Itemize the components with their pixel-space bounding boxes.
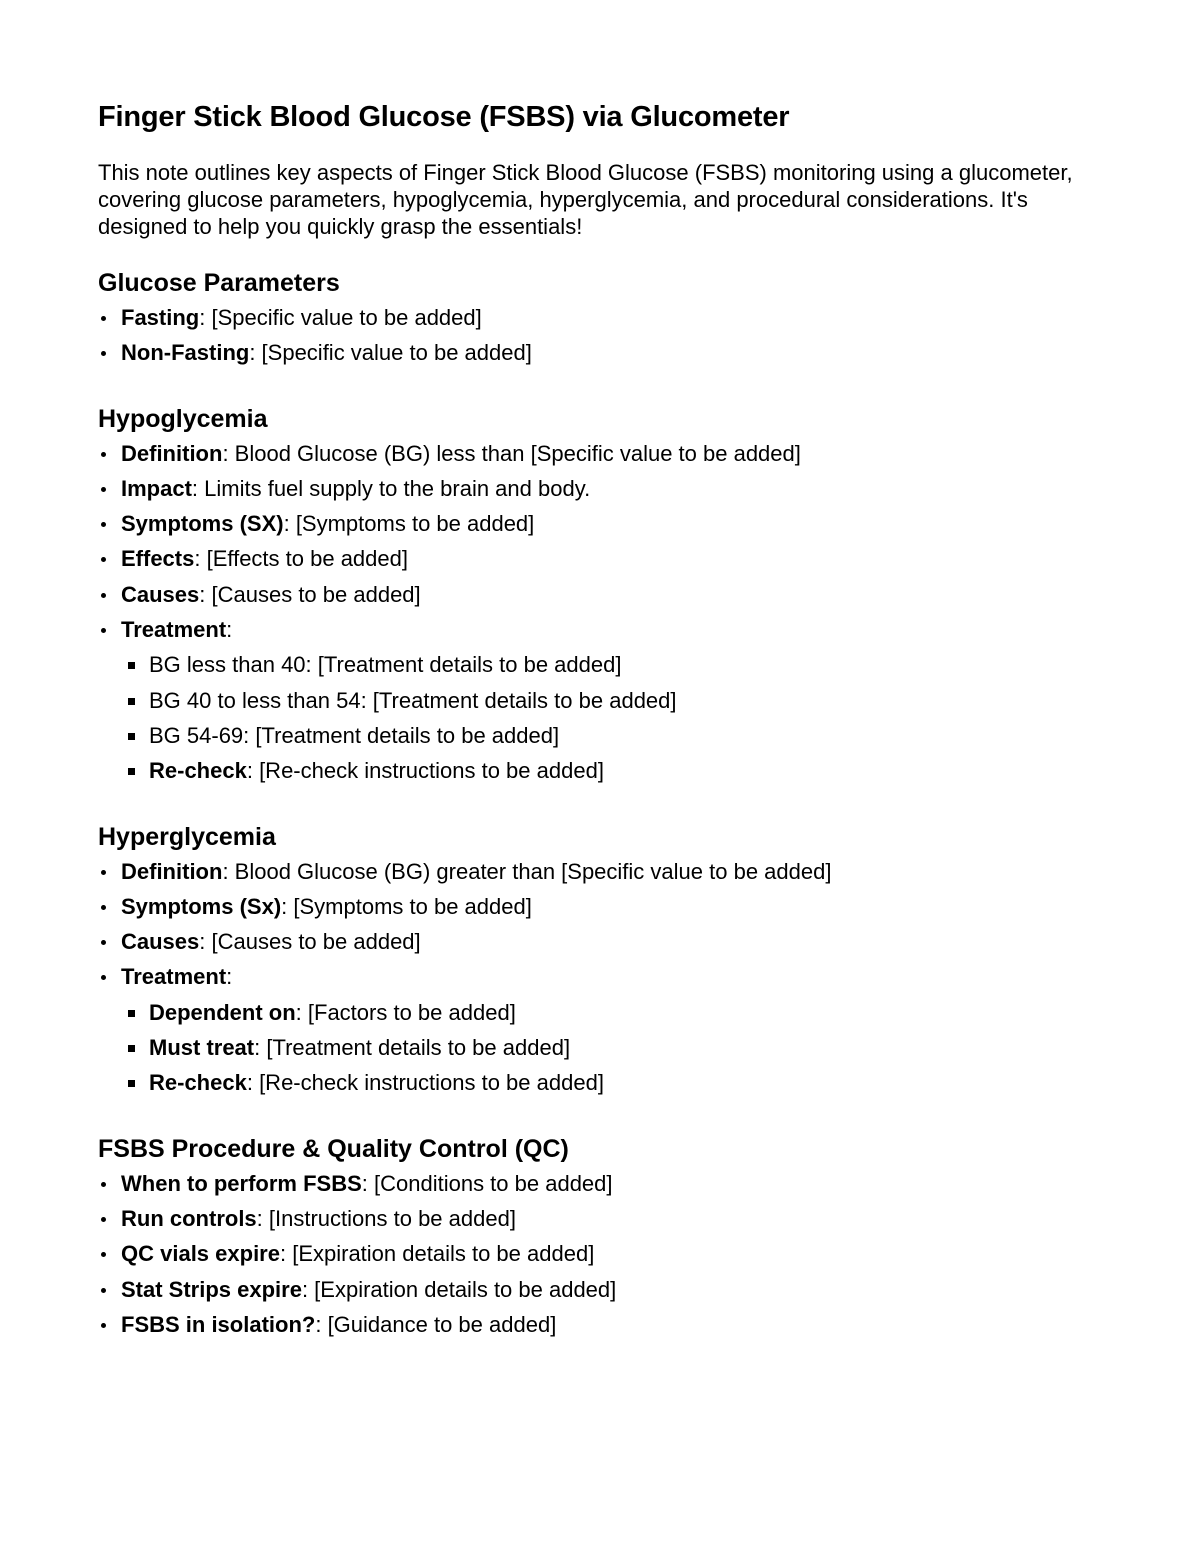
item-text: : [Effects to be added] [194, 546, 408, 572]
list-item [98, 1307, 1108, 1342]
item-label: When to perform FSBS [121, 1170, 362, 1196]
item-text: BG 54-69: [Treatment details to be added] [149, 722, 560, 748]
glucose-parameters-list [98, 300, 1108, 371]
section-heading-hypoglycemia: Hypoglycemia [98, 404, 268, 433]
item-label: Fasting [121, 305, 200, 330]
list-item [98, 436, 1108, 471]
list-item [98, 924, 1108, 959]
item-label: Causes [121, 929, 200, 955]
item-label: Re-check [149, 758, 247, 784]
item-text: : [Guidance to be added] [315, 1311, 557, 1337]
item-text: : [Specific value to be added] [199, 305, 482, 330]
list-item [98, 1201, 1108, 1236]
list-item [98, 683, 1108, 718]
item-label: Definition [121, 858, 223, 884]
procedure-list [98, 1166, 1108, 1342]
item-label: Dependent on [149, 999, 296, 1025]
item-text: : [Conditions to be added] [361, 1170, 613, 1196]
item-label: Non-Fasting [121, 340, 250, 366]
document-page [98, 96, 1108, 1342]
item-text: : [Re-check instructions to be added] [246, 1070, 604, 1096]
section-heading-hyperglycemia: Hyperglycemia [98, 822, 276, 851]
item-label: Symptoms (Sx) [121, 893, 282, 919]
item-text: : [Specific value to be added] [249, 340, 532, 366]
item-label: Impact [121, 475, 192, 501]
item-text: : [Re-check instructions to be added] [246, 758, 604, 784]
section-heading-glucose-parameters: Glucose Parameters [98, 269, 340, 297]
page-title: Finger Stick Blood Glucose (FSBS) via Glucometer [98, 101, 790, 133]
hyperglycemia-treatment-list [98, 995, 1108, 1101]
item-text: : Blood Glucose (BG) greater than [Specific value to be added] [222, 858, 832, 884]
list-item [98, 506, 1108, 541]
item-label: Symptoms (SX) [121, 511, 284, 537]
intro-paragraph: This note outlines key aspects of Finger Stick Blood Glucose (FSBS) monitoring using a glucometer, covering glucose parameters, hypoglycemia, hyperglycemia, and procedural considerations. It's designed to help you quickly grasp the essentials! [98, 160, 1073, 239]
item-label: Must treat [149, 1035, 255, 1061]
section-heading-procedure-qc: FSBS Procedure & Quality Control (QC) [98, 1134, 569, 1163]
hyperglycemia-list [98, 854, 1108, 995]
list-item [98, 1065, 1108, 1100]
item-text: : [Causes to be added] [199, 581, 421, 607]
item-text: : [Expiration details to be added] [301, 1276, 617, 1302]
item-text: : Limits fuel supply to the brain and body. [191, 475, 591, 501]
item-text: : [226, 964, 233, 990]
list-item [98, 1272, 1108, 1307]
list-item [98, 1166, 1108, 1201]
list-item [98, 335, 1108, 370]
list-item [98, 647, 1108, 682]
list-item [98, 577, 1108, 612]
list-item [98, 959, 1108, 994]
item-label: Run controls [121, 1205, 257, 1231]
item-text: : [Factors to be added] [295, 999, 516, 1025]
item-label: Treatment [121, 617, 227, 643]
item-text: BG 40 to less than 54: [Treatment details to be added] [149, 687, 677, 713]
item-label: Causes [121, 581, 200, 607]
list-item [98, 753, 1108, 788]
item-text: : [226, 617, 233, 643]
item-text: : Blood Glucose (BG) less than [Specific value to be added] [222, 440, 801, 466]
list-item [98, 718, 1108, 753]
list-item [98, 471, 1108, 506]
item-label: Treatment [121, 964, 227, 990]
list-item [98, 995, 1108, 1030]
hypoglycemia-treatment-list [98, 647, 1108, 788]
item-text: : [Expiration details to be added] [279, 1241, 595, 1267]
item-label: FSBS in isolation? [121, 1311, 316, 1337]
item-label: Effects [121, 546, 195, 572]
list-item [98, 612, 1108, 647]
item-label: Definition [121, 440, 223, 466]
list-item [98, 300, 1108, 335]
item-text: : [Treatment details to be added] [254, 1035, 571, 1061]
item-text: : [Symptoms to be added] [283, 511, 535, 537]
item-text: BG less than 40: [Treatment details to be added] [149, 652, 622, 678]
item-label: QC vials expire [121, 1241, 280, 1267]
list-item [98, 854, 1108, 889]
list-item [98, 889, 1108, 924]
list-item [98, 1030, 1108, 1065]
hypoglycemia-list [98, 436, 1108, 648]
list-item [98, 1236, 1108, 1271]
item-label: Re-check [149, 1070, 247, 1096]
item-text: : [Instructions to be added] [256, 1205, 516, 1231]
item-text: : [Symptoms to be added] [281, 893, 532, 919]
list-item [98, 541, 1108, 576]
item-label: Stat Strips expire [121, 1276, 302, 1302]
item-text: : [Causes to be added] [199, 929, 421, 955]
